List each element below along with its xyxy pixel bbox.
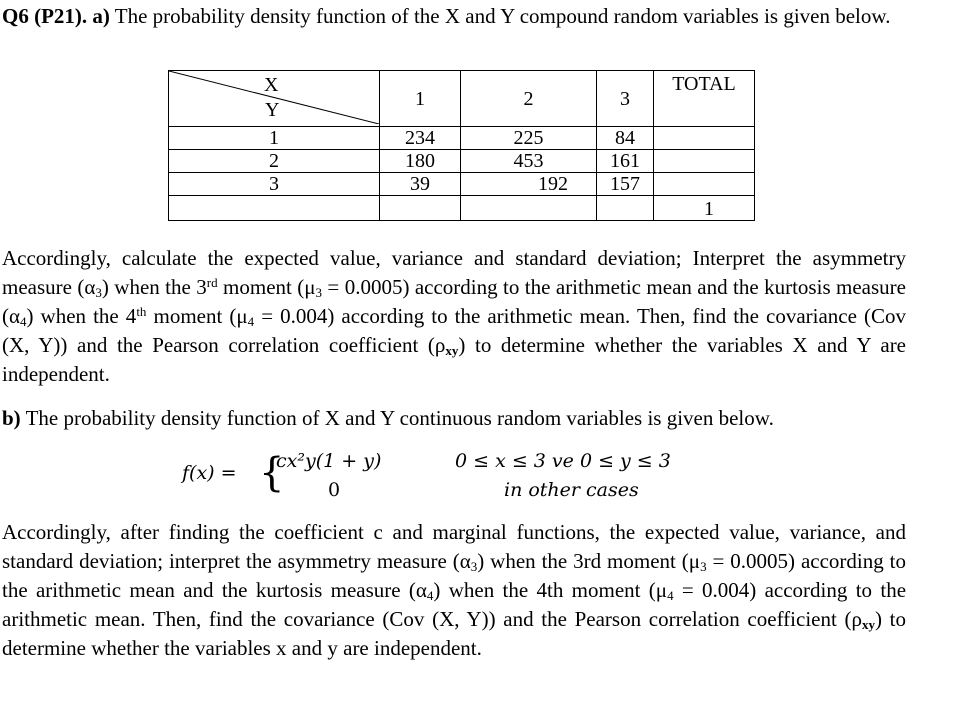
formula-case-2: 0 bbox=[328, 479, 341, 501]
formula-brace: { bbox=[259, 450, 285, 496]
table-cell-empty bbox=[654, 127, 755, 150]
subscript: 3 bbox=[315, 285, 323, 300]
subscript: 4 bbox=[247, 314, 255, 329]
formula-case-1: cx²y(1 + y) bbox=[276, 450, 382, 472]
text-run: ) when the 4 bbox=[26, 304, 137, 328]
subscript: 4 bbox=[20, 314, 27, 329]
probability-table bbox=[168, 70, 755, 221]
subscript: xy bbox=[861, 617, 875, 632]
row-header: 1 bbox=[169, 127, 380, 150]
text-run: ) when the 3rd moment (μ bbox=[477, 549, 701, 573]
col-header: 3 bbox=[597, 71, 654, 127]
subscript: 3 bbox=[470, 559, 478, 574]
formula-condition-1: 0 ≤ x ≤ 3 ve 0 ≤ y ≤ 3 bbox=[455, 450, 671, 472]
formula-lhs: f(x) = bbox=[182, 462, 237, 484]
col-header: 1 bbox=[380, 71, 461, 127]
superscript: rd bbox=[206, 275, 218, 290]
table-row bbox=[169, 127, 755, 150]
part-b-text bbox=[2, 518, 906, 663]
text-run: ) when the 3 bbox=[101, 275, 207, 299]
table-cell-empty bbox=[380, 196, 461, 221]
formula-condition-2: in other cases bbox=[504, 479, 639, 501]
table-cell: 453 bbox=[461, 150, 597, 173]
table-cell: 157 bbox=[597, 173, 654, 196]
text-run: = 0.004) according to the arithmetic mean. Then, find the covariance (Cov (X, Y)) and the Pearson correlation coefficient (ρ bbox=[2, 304, 907, 357]
question-intro: The probability density function of the X and Y compound random variables is given below. bbox=[114, 4, 891, 28]
part-b-intro: The probability density function of X and Y continuous random variables is given below. bbox=[25, 406, 774, 430]
text-run: = 0.0005) according to the arithmetic mean and the kurtosis measure (α bbox=[2, 275, 906, 328]
text-run: ) when the 4th moment (μ bbox=[433, 578, 668, 602]
table-cell: 192 bbox=[461, 173, 597, 196]
corner-label-x: X bbox=[264, 74, 279, 96]
part-a-text bbox=[2, 244, 906, 389]
subscript: 3 bbox=[700, 559, 707, 574]
table-row bbox=[169, 150, 755, 173]
table-cell-empty bbox=[654, 173, 755, 196]
text-run: Accordingly, after finding the coefficient c and marginal functions, the expected value, variance, and standard deviation; interpret the asymmetry measure (α bbox=[2, 520, 906, 573]
table-cell: 225 bbox=[461, 127, 597, 150]
table-corner-cell bbox=[169, 71, 380, 127]
subscript: 4 bbox=[426, 588, 434, 603]
question-label: Q6 (P21). a) bbox=[2, 4, 110, 28]
text-run: = 0.0005) according to the arithmetic mean and the kurtosis measure (α bbox=[2, 549, 906, 602]
grand-total: 1 bbox=[654, 196, 755, 221]
table-total-row bbox=[169, 196, 755, 221]
total-header: TOTAL bbox=[654, 71, 755, 127]
table-cell-empty bbox=[461, 196, 597, 221]
table-cell: 39 bbox=[380, 173, 461, 196]
part-b-heading bbox=[2, 404, 906, 433]
superscript: th bbox=[136, 304, 147, 319]
subscript: 3 bbox=[95, 285, 102, 300]
text-run: = 0.004) according to the arithmetic mean. Then, find the covariance (Cov (X, Y)) and the Pearson correlation coefficient (ρ bbox=[2, 578, 907, 631]
text-run: ) to determine whether the variables x and y are independent. bbox=[2, 607, 906, 660]
table-cell: 180 bbox=[380, 150, 461, 173]
text-run: moment (μ bbox=[217, 275, 316, 299]
row-header: 2 bbox=[169, 150, 380, 173]
col-header: 2 bbox=[461, 71, 597, 127]
text-run: Accordingly, calculate the expected value, variance and standard deviation; Interpret the asymmetry measure (α bbox=[2, 246, 906, 299]
subscript: xy bbox=[445, 343, 459, 358]
part-b-label: b) bbox=[2, 406, 21, 430]
subscript: 4 bbox=[667, 588, 674, 603]
corner-label-y: Y bbox=[265, 99, 280, 121]
question-heading bbox=[2, 2, 910, 31]
table-header-row bbox=[169, 71, 755, 127]
table-cell-empty bbox=[654, 150, 755, 173]
table-cell-empty bbox=[597, 196, 654, 221]
table-cell: 84 bbox=[597, 127, 654, 150]
table-cell: 234 bbox=[380, 127, 461, 150]
text-run: ) to determine whether the variables X and Y are independent. bbox=[2, 333, 907, 386]
table-row bbox=[169, 173, 755, 196]
table-cell-empty bbox=[169, 196, 380, 221]
table-cell: 161 bbox=[597, 150, 654, 173]
row-header: 3 bbox=[169, 173, 380, 196]
text-run: moment (μ bbox=[146, 304, 248, 328]
